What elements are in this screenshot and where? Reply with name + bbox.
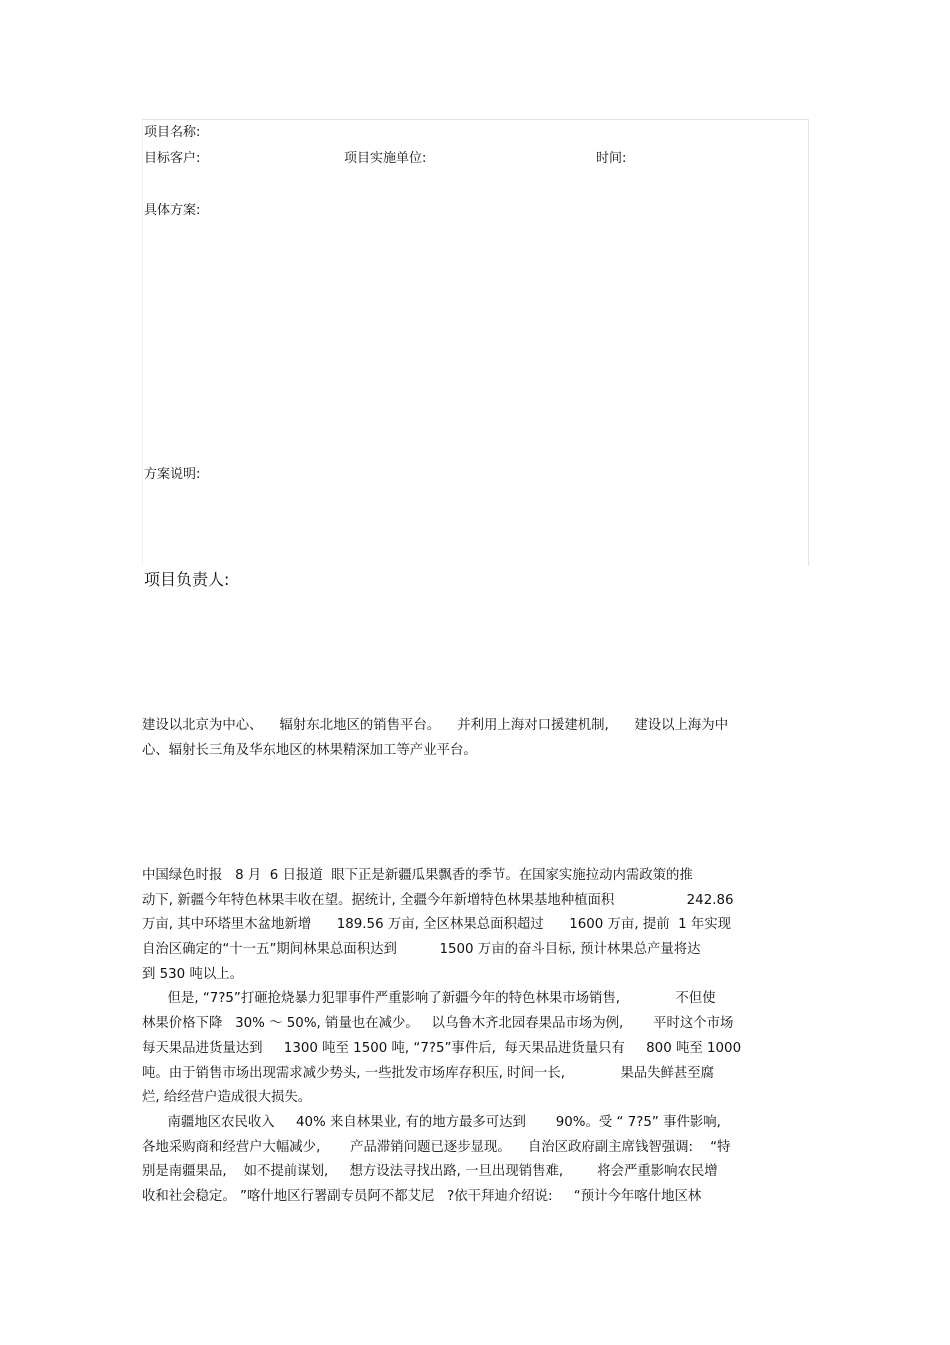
time-label: 时间: [596,151,627,166]
project-form-frame [142,119,809,566]
article-line: 动下, 新疆今年特色林果丰收在望。据统计, 全疆今年新增特色林果基地种植面积 242.86 [142,892,734,908]
article-line: 烂, 给经营户造成很大损失。 [142,1090,312,1106]
project-name-label: 项目名称: [144,125,201,140]
article-line: 林果价格下降 30% ～ 50%, 销量也在减少。 以乌鲁木齐北园春果品市场为例, 平时这个市场 [142,1016,734,1032]
platform-paragraph [142,714,810,763]
plan-description-label: 方案说明: [144,467,201,482]
article-line: 南疆地区农民收入 40% 来自林果业, 有的地方最多可达到 90%。受 “ 7?5” 事件影响, [142,1114,721,1130]
article-line: 收和社会稳定。 ”喀什地区行署副专员阿不都艾尼 ?依干拜迪介绍说: “预计今年喀什地区林 [142,1188,702,1204]
article-line: 但是, “7?5”打砸抢烧暴力犯罪事件严重影响了新疆今年的特色林果市场销售, 不但使 [142,991,716,1007]
plan-label: 具体方案: [144,203,201,218]
news-article [142,864,810,1210]
target-client-label: 目标客户: [144,151,201,166]
implementing-unit-label: 项目实施单位: [344,151,427,166]
paragraph-line: 建设以北京为中心、 辐射东北地区的销售平台。 并利用上海对口援建机制, 建设以上海为中 [142,718,729,733]
article-line: 自治区确定的“十一五”期间林果总面积达到 1500 万亩的奋斗目标, 预计林果总产量将达 [142,942,701,958]
project-leader-label: 项目负责人: [144,570,230,589]
article-line: 别是南疆果品, 如不提前谋划, 想方设法寻找出路, 一旦出现销售难, 将会严重影响农民增 [142,1164,718,1180]
paragraph-line: 心、辐射长三角及华东地区的林果精深加工等产业平台。 [142,742,477,758]
article-line: 中国绿色时报 8 月 6 日报道 眼下正是新疆瓜果飘香的季节。在国家实施拉动内需政策的推 [142,868,693,883]
article-line: 各地采购商和经营户大幅减少, 产品滞销问题已逐步显现。 自治区政府副主席钱智强调: “特 [142,1139,731,1155]
article-line: 每天果品进货量达到 1300 吨至 1500 吨, “7?5”事件后, 每天果品进货量只有 800 吨至 1000 [142,1040,742,1056]
article-line: 吨。由于销售市场出现需求减少势头, 一些批发市场库存积压, 时间一长, 果品失鲜甚至腐 [142,1065,715,1081]
article-line: 万亩, 其中环塔里木盆地新增 189.56 万亩, 全区林果总面积超过 1600 万亩, 提前 1 年实现 [142,917,732,933]
article-line: 到 530 吨以上。 [142,966,244,982]
